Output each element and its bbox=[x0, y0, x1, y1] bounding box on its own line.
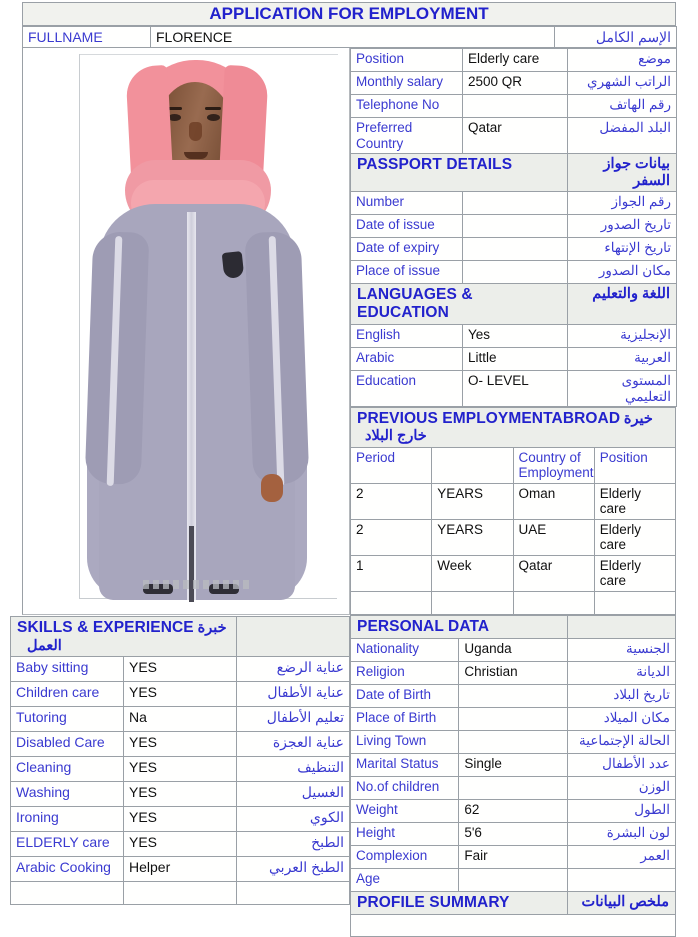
profile-summary-body[interactable] bbox=[351, 914, 676, 936]
section-header-personal-data bbox=[351, 615, 676, 638]
employment-country[interactable]: Oman bbox=[513, 483, 594, 519]
table-row bbox=[351, 730, 676, 753]
telephone-value[interactable] bbox=[463, 95, 568, 118]
preferred-country-label: Preferred Country bbox=[351, 118, 463, 154]
table-row bbox=[351, 591, 676, 614]
education-arabic: المستوى التعليمي bbox=[568, 371, 677, 407]
monthly-salary-label: Monthly salary bbox=[351, 72, 463, 95]
marital-status-value[interactable]: Single bbox=[459, 753, 567, 776]
washing-arabic: الغسيل bbox=[237, 782, 350, 807]
period-unit-header bbox=[432, 447, 513, 483]
preferred-country-value[interactable]: Qatar bbox=[463, 118, 568, 154]
period-header: Period bbox=[351, 447, 432, 483]
employment-country[interactable]: UAE bbox=[513, 519, 594, 555]
arabic-language-arabic: العربية bbox=[568, 348, 677, 371]
preferred-country-arabic: البلد المفضل bbox=[568, 118, 677, 154]
table-header-row bbox=[351, 447, 676, 483]
fullname-label-arabic: الإسم الكامل bbox=[555, 27, 677, 48]
education-label: Education bbox=[351, 371, 463, 407]
telephone-arabic: رقم الهاتف bbox=[568, 95, 677, 118]
height-arabic: لون البشرة bbox=[567, 822, 675, 845]
washing-label: Washing bbox=[11, 782, 124, 807]
position-label: Position bbox=[351, 49, 463, 72]
position-header: Position bbox=[594, 447, 675, 483]
baby-sitting-label: Baby sitting bbox=[11, 657, 124, 682]
marital-status-label: Marital Status bbox=[351, 753, 459, 776]
place-of-birth-label: Place of Birth bbox=[351, 707, 459, 730]
baby-sitting-arabic: عناية الرضع bbox=[237, 657, 350, 682]
section-header-skills bbox=[11, 617, 350, 657]
country-header: Country of Employment bbox=[513, 447, 594, 483]
employment-country[interactable] bbox=[513, 591, 594, 614]
table-row bbox=[351, 868, 676, 891]
living-town-value[interactable] bbox=[459, 730, 567, 753]
skills-section-title: SKILLS & EXPERIENCE bbox=[17, 619, 194, 636]
number-of-children-value[interactable] bbox=[459, 776, 567, 799]
passport-place-of-issue-label: Place of issue bbox=[351, 261, 463, 284]
personal-data-section-title: PERSONAL DATA bbox=[351, 615, 568, 638]
table-row bbox=[11, 807, 350, 832]
employment-position[interactable]: Elderly care bbox=[594, 483, 675, 519]
monthly-salary-arabic: الراتب الشهري bbox=[568, 72, 677, 95]
position-arabic: موضع bbox=[568, 49, 677, 72]
table-row bbox=[351, 555, 676, 591]
skills-blank-label bbox=[11, 882, 124, 905]
nationality-arabic: الجنسية bbox=[567, 638, 675, 661]
fullname-value[interactable]: FLORENCE bbox=[151, 27, 555, 48]
baby-sitting-value[interactable]: YES bbox=[124, 657, 237, 682]
table-row bbox=[11, 757, 350, 782]
cleaning-arabic: التنظيف bbox=[237, 757, 350, 782]
languages-section-title-arabic: اللغة والتعليم bbox=[568, 284, 677, 325]
table-row bbox=[11, 832, 350, 857]
previous-employment-section-title: PREVIOUS EMPLOYMENTABROAD bbox=[357, 410, 621, 428]
employment-period[interactable] bbox=[351, 591, 432, 614]
number-of-children-arabic: الوزن bbox=[567, 776, 675, 799]
age-label: Age bbox=[351, 868, 459, 891]
age-arabic bbox=[567, 868, 675, 891]
table-row bbox=[351, 238, 677, 261]
height-label: Height bbox=[351, 822, 459, 845]
table-row bbox=[351, 914, 676, 936]
page-title: APPLICATION FOR EMPLOYMENT bbox=[209, 4, 489, 23]
weight-label: Weight bbox=[351, 799, 459, 822]
skills-section-title-arabic: خبرة العمل bbox=[27, 620, 227, 654]
passport-expiry-date-arabic: تاريخ الإنتهاء bbox=[568, 238, 677, 261]
passport-place-of-issue-arabic: مكان الصدور bbox=[568, 261, 677, 284]
passport-place-of-issue-value[interactable] bbox=[463, 261, 568, 284]
section-header-profile-summary bbox=[351, 891, 676, 914]
table-row bbox=[351, 822, 676, 845]
passport-expiry-date-label: Date of expiry bbox=[351, 238, 463, 261]
employment-unit[interactable]: YEARS bbox=[432, 519, 513, 555]
employment-country[interactable]: Qatar bbox=[513, 555, 594, 591]
employment-position[interactable]: Elderly care bbox=[594, 555, 675, 591]
table-row bbox=[351, 261, 677, 284]
table-row bbox=[351, 753, 676, 776]
table-row bbox=[11, 882, 350, 905]
skills-blank-value[interactable] bbox=[124, 882, 237, 905]
employment-position[interactable] bbox=[594, 591, 675, 614]
english-label: English bbox=[351, 325, 463, 348]
telephone-label: Telephone No bbox=[351, 95, 463, 118]
cleaning-value[interactable]: YES bbox=[124, 757, 237, 782]
disabled-care-value[interactable]: YES bbox=[124, 732, 237, 757]
previous-employment-section-title-arabic: خيرة خارج البلاد bbox=[365, 411, 653, 444]
children-care-arabic: عناية الأطفال bbox=[237, 682, 350, 707]
table-row bbox=[351, 371, 677, 407]
tutoring-label: Tutoring bbox=[11, 707, 124, 732]
date-of-birth-label: Date of Birth bbox=[351, 684, 459, 707]
section-header-passport bbox=[351, 154, 677, 192]
elderly-care-arabic: الطبخ bbox=[237, 832, 350, 857]
cleaning-label: Cleaning bbox=[11, 757, 124, 782]
date-of-birth-arabic: تاريخ البلاد bbox=[567, 684, 675, 707]
children-care-label: Children care bbox=[11, 682, 124, 707]
skills-experience-table bbox=[10, 616, 350, 905]
nationality-value[interactable]: Uganda bbox=[459, 638, 567, 661]
employment-unit[interactable]: YEARS bbox=[432, 483, 513, 519]
age-value[interactable] bbox=[459, 868, 567, 891]
table-row bbox=[351, 118, 677, 154]
washing-value[interactable]: YES bbox=[124, 782, 237, 807]
passport-number-value[interactable] bbox=[463, 192, 568, 215]
religion-value[interactable]: Christian bbox=[459, 661, 567, 684]
ironing-label: Ironing bbox=[11, 807, 124, 832]
table-row bbox=[351, 661, 676, 684]
table-row bbox=[11, 857, 350, 882]
elderly-care-value[interactable]: YES bbox=[124, 832, 237, 857]
employment-period[interactable]: 2 bbox=[351, 483, 432, 519]
weight-arabic: الطول bbox=[567, 799, 675, 822]
date-of-birth-value[interactable] bbox=[459, 684, 567, 707]
table-row bbox=[351, 638, 676, 661]
passport-section-title: PASSPORT DETAILS bbox=[351, 154, 568, 192]
table-row bbox=[11, 682, 350, 707]
weight-value[interactable]: 62 bbox=[459, 799, 567, 822]
profile-summary-section-title: PROFILE SUMMARY bbox=[351, 891, 568, 914]
table-row bbox=[351, 799, 676, 822]
passport-issue-date-arabic: تاريخ الصدور bbox=[568, 215, 677, 238]
ironing-value[interactable]: YES bbox=[124, 807, 237, 832]
photo-panel bbox=[22, 48, 350, 615]
passport-number-label: Number bbox=[351, 192, 463, 215]
employment-period[interactable]: 1 bbox=[351, 555, 432, 591]
skills-blank-arabic bbox=[237, 882, 350, 905]
passport-number-arabic: رقم الجواز bbox=[568, 192, 677, 215]
nationality-label: Nationality bbox=[351, 638, 459, 661]
monthly-salary-value[interactable]: 2500 QR bbox=[463, 72, 568, 95]
table-row bbox=[11, 732, 350, 757]
tutoring-value[interactable]: Na bbox=[124, 707, 237, 732]
marital-status-arabic: عدد الأطفال bbox=[567, 753, 675, 776]
profile-summary-section-title-arabic: ملخص البيانات bbox=[567, 891, 675, 914]
living-town-label: Living Town bbox=[351, 730, 459, 753]
passport-section-title-arabic: بيانات جواز السفر bbox=[568, 154, 677, 192]
table-row bbox=[351, 192, 677, 215]
section-header-previous-employment bbox=[351, 408, 676, 447]
passport-issue-date-label: Date of issue bbox=[351, 215, 463, 238]
table-row bbox=[351, 325, 677, 348]
table-row bbox=[351, 519, 676, 555]
complexion-label: Complexion bbox=[351, 845, 459, 868]
employment-unit[interactable] bbox=[432, 591, 513, 614]
number-of-children-label: No.of children bbox=[351, 776, 459, 799]
fullname-label: FULLNAME bbox=[23, 27, 151, 48]
height-value[interactable]: 5'6 bbox=[459, 822, 567, 845]
arabic-language-label: Arabic bbox=[351, 348, 463, 371]
employment-period[interactable]: 2 bbox=[351, 519, 432, 555]
table-row bbox=[351, 215, 677, 238]
passport-expiry-date-value[interactable] bbox=[463, 238, 568, 261]
right-details-table bbox=[350, 48, 676, 937]
arabic-cooking-label: Arabic Cooking bbox=[11, 857, 124, 882]
employment-unit[interactable]: Week bbox=[432, 555, 513, 591]
arabic-language-value[interactable]: Little bbox=[463, 348, 568, 371]
table-row bbox=[351, 95, 677, 118]
arabic-cooking-arabic: الطبخ العربي bbox=[237, 857, 350, 882]
passport-issue-date-value[interactable] bbox=[463, 215, 568, 238]
section-header-languages bbox=[351, 284, 677, 325]
table-row bbox=[351, 49, 677, 72]
place-of-birth-value[interactable] bbox=[459, 707, 567, 730]
religion-arabic: الديانة bbox=[567, 661, 675, 684]
table-row bbox=[351, 72, 677, 95]
english-arabic: الإنجليزية bbox=[568, 325, 677, 348]
table-row bbox=[351, 845, 676, 868]
elderly-care-label: ELDERLY care bbox=[11, 832, 124, 857]
personal-data-table bbox=[350, 615, 676, 937]
place-of-birth-arabic: مكان الميلاد bbox=[567, 707, 675, 730]
tutoring-arabic: تعليم الأطفال bbox=[237, 707, 350, 732]
document-title-band bbox=[22, 2, 676, 26]
table-row bbox=[351, 707, 676, 730]
table-row bbox=[11, 782, 350, 807]
table-row bbox=[11, 657, 350, 682]
personal-data-section-title-arabic bbox=[567, 615, 675, 638]
applicant-photograph bbox=[81, 56, 311, 598]
position-value[interactable]: Elderly care bbox=[463, 49, 568, 72]
education-value[interactable]: O- LEVEL bbox=[463, 371, 568, 407]
complexion-value[interactable]: Fair bbox=[459, 845, 567, 868]
employment-position[interactable]: Elderly care bbox=[594, 519, 675, 555]
arabic-cooking-value[interactable]: Helper bbox=[124, 857, 237, 882]
children-care-value[interactable]: YES bbox=[124, 682, 237, 707]
disabled-care-arabic: عناية العجزة bbox=[237, 732, 350, 757]
ironing-arabic: الكوي bbox=[237, 807, 350, 832]
previous-employment-table bbox=[350, 407, 676, 615]
english-value[interactable]: Yes bbox=[463, 325, 568, 348]
languages-section-title: LANGUAGES & EDUCATION bbox=[351, 284, 568, 325]
table-row bbox=[351, 348, 677, 371]
table-row bbox=[351, 776, 676, 799]
disabled-care-label: Disabled Care bbox=[11, 732, 124, 757]
fullname-row bbox=[22, 26, 676, 47]
living-town-arabic: الحالة الإجتماعية bbox=[567, 730, 675, 753]
complexion-arabic: العمر bbox=[567, 845, 675, 868]
table-row bbox=[351, 684, 676, 707]
table-row bbox=[11, 707, 350, 732]
religion-label: Religion bbox=[351, 661, 459, 684]
table-row bbox=[351, 483, 676, 519]
